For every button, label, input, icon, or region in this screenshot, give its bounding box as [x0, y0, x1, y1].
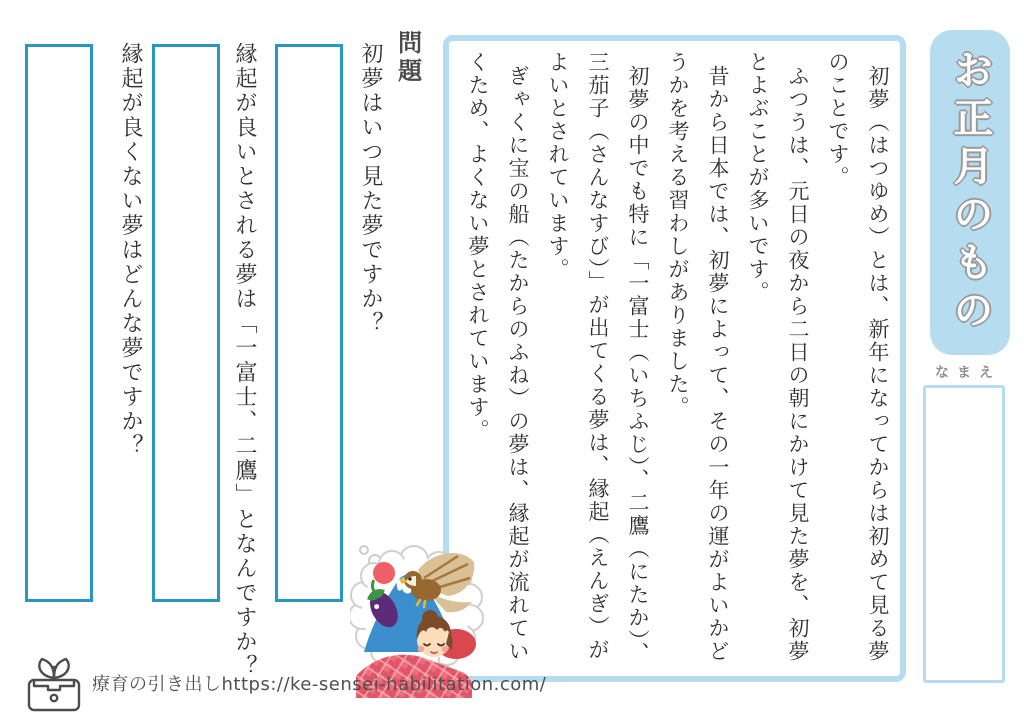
question-1: 初夢はいつ見た夢ですか？: [358, 42, 383, 336]
title-badge: [930, 30, 1010, 355]
passage-paragraph-5: ぎゃくに宝の船（たからのふね）の夢は、縁起が流れていくため、よくない夢とされています。: [466, 51, 530, 663]
passage-paragraph-3: 昔から日本では、初夢によって、その一年の運がよいかどうかを考える習わしがありました。: [666, 51, 730, 663]
bubble-dot: [360, 546, 368, 554]
question-2: 縁起が良いとされる夢は「一富士、二鷹」となんですか？: [232, 42, 257, 679]
page-title: お正月のもの: [947, 48, 993, 337]
question-3: 縁起が良くない夢はどんな夢ですか？: [118, 42, 143, 459]
drawer-sprout-icon: [24, 652, 84, 714]
credit-text: 療育の引き出しhttps://ke-sensei-habilitation.com/: [92, 674, 547, 695]
passage-box: [443, 35, 906, 682]
passage-paragraph-2: ふつうは、元日の夜から二日の朝にかけて見た夢を、初夢とよぶことが多いです。: [746, 51, 810, 663]
questions-heading: 問題: [393, 30, 422, 86]
footer: [24, 652, 546, 714]
answer-box-3[interactable]: [25, 44, 93, 602]
passage-paragraph-4: 初夢の中でも特に「一富士（いちふじ）、二鷹（にたか）、三茄子（さんなすび）」が出てくる夢は、縁起（えんぎ）がよいとされています。: [546, 51, 650, 665]
name-input-box[interactable]: [923, 385, 1005, 683]
answer-box-1[interactable]: [275, 44, 343, 602]
answer-box-2[interactable]: [152, 44, 220, 602]
name-label: なまえ: [935, 365, 1001, 381]
passage-paragraph-1: 初夢（はつゆめ）とは、新年になってからは初めて見る夢のことです。: [826, 51, 890, 663]
sun-icon: [373, 562, 395, 584]
